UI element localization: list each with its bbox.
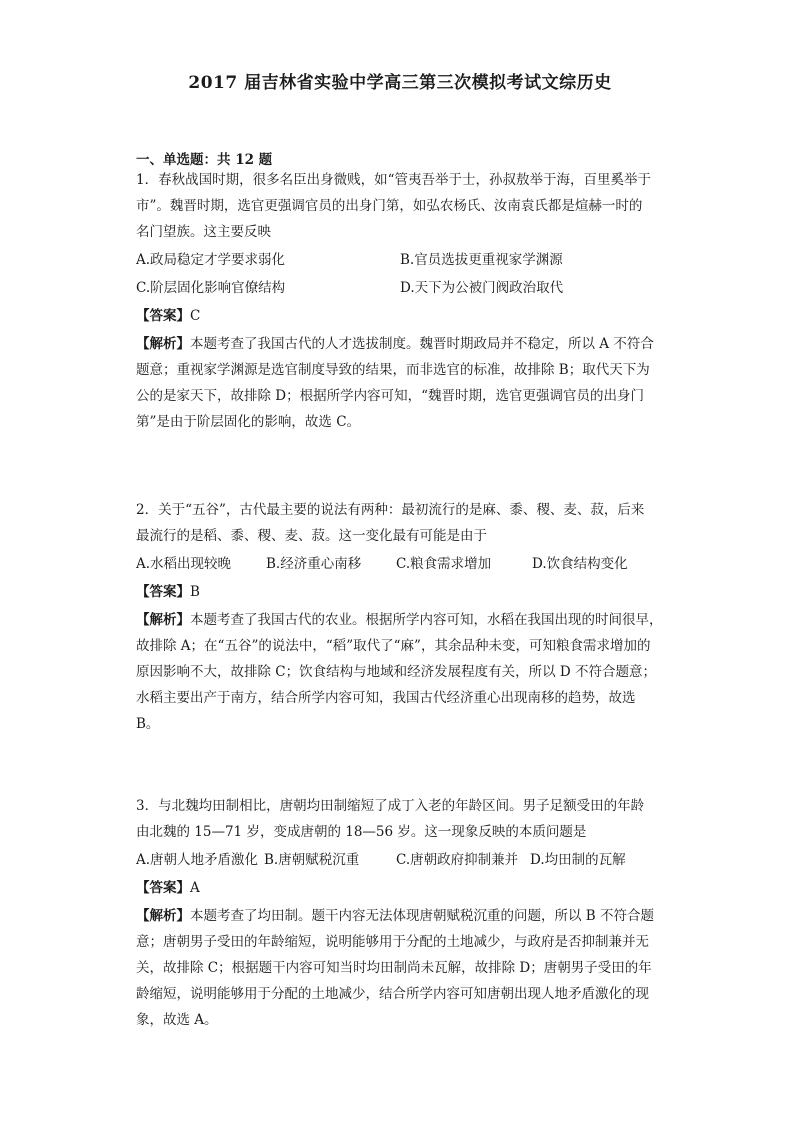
q1-option-a: A.政局稳定才学要求弱化: [136, 252, 286, 268]
answer-tag: 【答案】: [136, 308, 190, 324]
answer-value: B: [190, 584, 200, 600]
q1-stem-line: 名门望族。这主要反映: [136, 224, 271, 240]
q3-stem-line: 由北魏的 15—71 岁，变成唐朝的 18—56 岁。这一现象反映的本质问题是: [136, 824, 587, 840]
q3-option-c: C.唐朝政府抑制兼并: [396, 852, 519, 868]
q2-analysis-line: 水稻主要出产于南方，结合所学内容可知，我国古代经济重心出现南移的趋势，故选: [136, 690, 636, 706]
q3-analysis-line: 意；唐朝男子受田的年龄缩短，说明能够用于分配的土地减少，与政府是否抑制兼并无: [136, 934, 649, 950]
q3-analysis-line: 龄缩短，说明能够用于分配的土地减少，结合所学内容可知唐朝出现人地矛盾激化的现: [136, 986, 649, 1002]
q2-option-d: D.饮食结构变化: [532, 556, 628, 572]
analysis-text: 本题考查了我国古代的农业。根据所学内容可知，水稻在我国出现的时间很早，: [190, 612, 663, 628]
answer-tag: 【答案】: [136, 584, 190, 600]
q1-analysis-line: 公的是家天下，故排除 D；根据所学内容可知，“魏晋时期，选官更强调官员的出身门: [136, 388, 645, 404]
q2-analysis-line: [136, 610, 663, 630]
q2-analysis-line: B。: [136, 716, 160, 732]
q2-stem-line: 最流行的是稻、黍、稷、麦、菽。这一变化最有可能是由于: [136, 528, 487, 544]
q2-analysis-line: 原因影响不大，故排除 C；饮食结构与地域和经济发展程度有关，所以 D 不符合题意；: [136, 664, 657, 680]
q1-stem-line: 市”。魏晋时期，选官更强调官员的出身门第，如弘农杨氏、汝南袁氏都是煊赫一时的: [136, 198, 643, 214]
q3-analysis-line: 关，故排除 C；根据题干内容可知当时均田制尚未瓦解，故排除 D；唐朝男子受田的年: [136, 960, 652, 976]
q3-option-a: A.唐朝人地矛盾激化: [136, 852, 259, 868]
answer-value: C: [190, 308, 201, 324]
section-heading: 一、单选题：共 12 题: [136, 152, 273, 168]
q3-option-b: B.唐朝赋税沉重: [264, 852, 360, 868]
analysis-tag: 【解析】: [136, 336, 190, 352]
q1-option-d: D.天下为公被门阀政治取代: [400, 280, 564, 296]
analysis-tag: 【解析】: [136, 908, 190, 924]
q2-answer: [136, 582, 200, 602]
q3-analysis-line: 象，故选 A。: [136, 1012, 218, 1028]
q1-analysis-line: [136, 334, 654, 354]
q1-answer: [136, 306, 200, 326]
q2-option-a: A.水稻出现较晚: [136, 556, 232, 572]
q2-stem-line: 2．关于“五谷”，古代最主要的说法有两种：最初流行的是麻、黍、稷、麦、菽，后来: [136, 502, 645, 518]
q2-option-b: B.经济重心南移: [266, 556, 362, 572]
q2-option-c: C.粮食需求增加: [396, 556, 492, 572]
answer-tag: 【答案】: [136, 880, 190, 896]
q2-analysis-line: 故排除 A；在“五谷”的说法中，“稻”取代了“麻”，其余品种未变，可知粮食需求增加的: [136, 638, 651, 654]
analysis-text: 本题考查了均田制。题干内容无法体现唐朝赋税沉重的问题，所以 B 不符合题: [190, 908, 655, 924]
analysis-text: 本题考查了我国古代的人才选拔制度。魏晋时期政局并不稳定，所以 A 不符合: [190, 336, 654, 352]
answer-value: A: [190, 880, 200, 896]
q3-answer: [136, 878, 200, 898]
q1-stem-line: 1．春秋战国时期，很多名臣出身微贱，如“管夷吾举于士，孙叔敖举于海，百里奚举于: [136, 172, 651, 188]
q1-option-b: B.官员选拔更重视家学渊源: [400, 252, 563, 268]
page-title: 2017 届吉林省实验中学高三第三次模拟考试文综历史: [188, 73, 612, 93]
analysis-tag: 【解析】: [136, 612, 190, 628]
q1-analysis-line: 题意；重视家学渊源是选官制度导致的结果，而非选官的标准，故排除 B；取代天下为: [136, 362, 650, 378]
q3-option-d: D.均田制的瓦解: [530, 852, 626, 868]
q3-analysis-line: [136, 906, 654, 926]
q1-analysis-line: 第”是由于阶层固化的影响，故选 C。: [136, 414, 361, 430]
q3-stem-line: 3．与北魏均田制相比，唐朝均田制缩短了成丁入老的年龄区间。男子足额受田的年龄: [136, 798, 645, 814]
q1-option-c: C.阶层固化影响官僚结构: [136, 280, 286, 296]
